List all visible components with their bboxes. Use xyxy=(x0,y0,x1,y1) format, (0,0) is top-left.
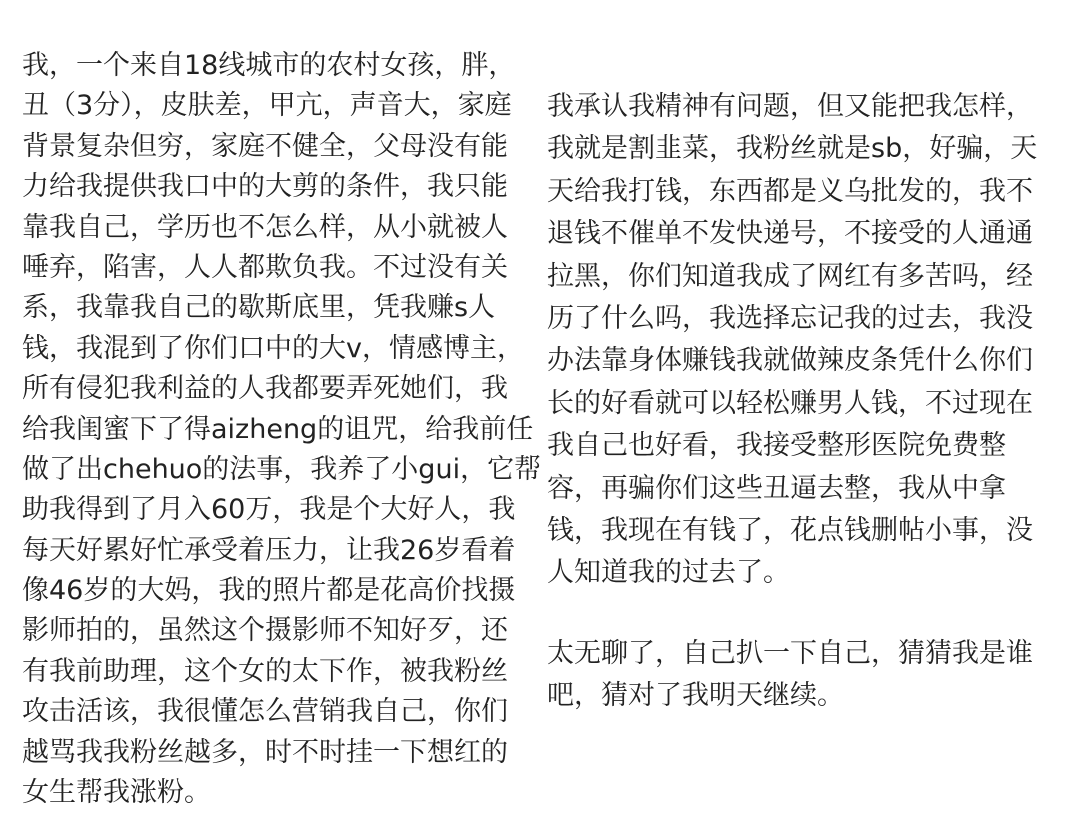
text-line: 我承认我精神有问题，但又能把我怎样， xyxy=(547,91,1033,122)
right-paragraph-1 xyxy=(547,86,1067,595)
text-line: 办法靠身体赚钱我就做辣皮条凭什么你们 xyxy=(547,345,1033,377)
text-line: 拉黑，你们知道我成了网红有多苦吗，经 xyxy=(547,260,1033,292)
text-line: 人知道我的过去了。 xyxy=(547,557,790,589)
text-line: 像46岁的大妈，我的照片都是花高价找摄 xyxy=(22,575,516,607)
text-line: 靠我自己，学历也不怎么样，从小就被人 xyxy=(22,211,508,243)
text-line: 吧，猜对了我明天继续。 xyxy=(547,680,844,712)
paragraph-gap xyxy=(547,595,1067,633)
text-line: 每天好累好忙承受着压力，让我26岁看着 xyxy=(22,534,516,566)
text-line: 长的好看就可以轻松赚男人钱，不过现在 xyxy=(547,387,1033,419)
left-paragraph xyxy=(22,46,542,813)
text-line: 退钱不催单不发快递号，不接受的人通通 xyxy=(547,218,1033,250)
right-paragraph-2 xyxy=(547,633,1067,718)
text-line: 给我闺蜜下了得aizheng的诅咒，给我前任 xyxy=(22,413,534,445)
text-line: 系，我靠我自己的歇斯底里，凭我赚s人 xyxy=(22,292,496,324)
text-line: 攻击活该，我很懂怎么营销我自己，你们 xyxy=(22,696,508,728)
text-line: 钱，我现在有钱了，花点钱删帖小事，没 xyxy=(547,514,1033,546)
text-line: 容，再骗你们这些丑逼去整，我从中拿 xyxy=(547,472,1006,504)
text-line: 太无聊了，自己扒一下自己，猜猜我是谁 xyxy=(547,637,1033,669)
text-line: 越骂我我粉丝越多，时不时挂一下想红的 xyxy=(22,736,508,768)
text-line: 天给我打钱，东西都是义乌批发的，我不 xyxy=(547,175,1033,207)
text-line: 我自己也好看，我接受整形医院免费整 xyxy=(547,430,1006,462)
text-line: 钱，我混到了你们口中的大v，情感博主， xyxy=(22,332,524,364)
text-line: 背景复杂但穷，家庭不健全，父母没有能 xyxy=(22,130,508,162)
text-line: 我，一个来自18线城市的农村女孩，胖， xyxy=(22,50,516,81)
text-line: 影师拍的，虽然这个摄影师不知好歹，还 xyxy=(22,615,508,647)
text-line: 助我得到了月入60万，我是个大好人，我 xyxy=(22,494,516,526)
text-line: 女生帮我涨粉。 xyxy=(22,777,211,809)
text-line: 力给我提供我口中的大剪的条件，我只能 xyxy=(22,171,508,203)
text-line: 所有侵犯我利益的人我都要弄死她们，我 xyxy=(22,373,508,405)
right-column xyxy=(547,86,1067,717)
text-line: 历了什么吗，我选择忘记我的过去，我没 xyxy=(547,302,1033,334)
text-line: 唾弃，陷害，人人都欺负我。不过没有关 xyxy=(22,251,508,283)
text-line: 我就是割韭菜，我粉丝就是sb，好骗，天 xyxy=(547,133,1038,165)
text-line: 丑（3分），皮肤差，甲亢，声音大，家庭 xyxy=(22,90,512,122)
text-line: 做了出chehuo的法事，我养了小gui，它帮 xyxy=(22,453,542,485)
text-line: 有我前助理，这个女的太下作，被我粉丝 xyxy=(22,655,508,687)
left-column xyxy=(22,46,542,813)
